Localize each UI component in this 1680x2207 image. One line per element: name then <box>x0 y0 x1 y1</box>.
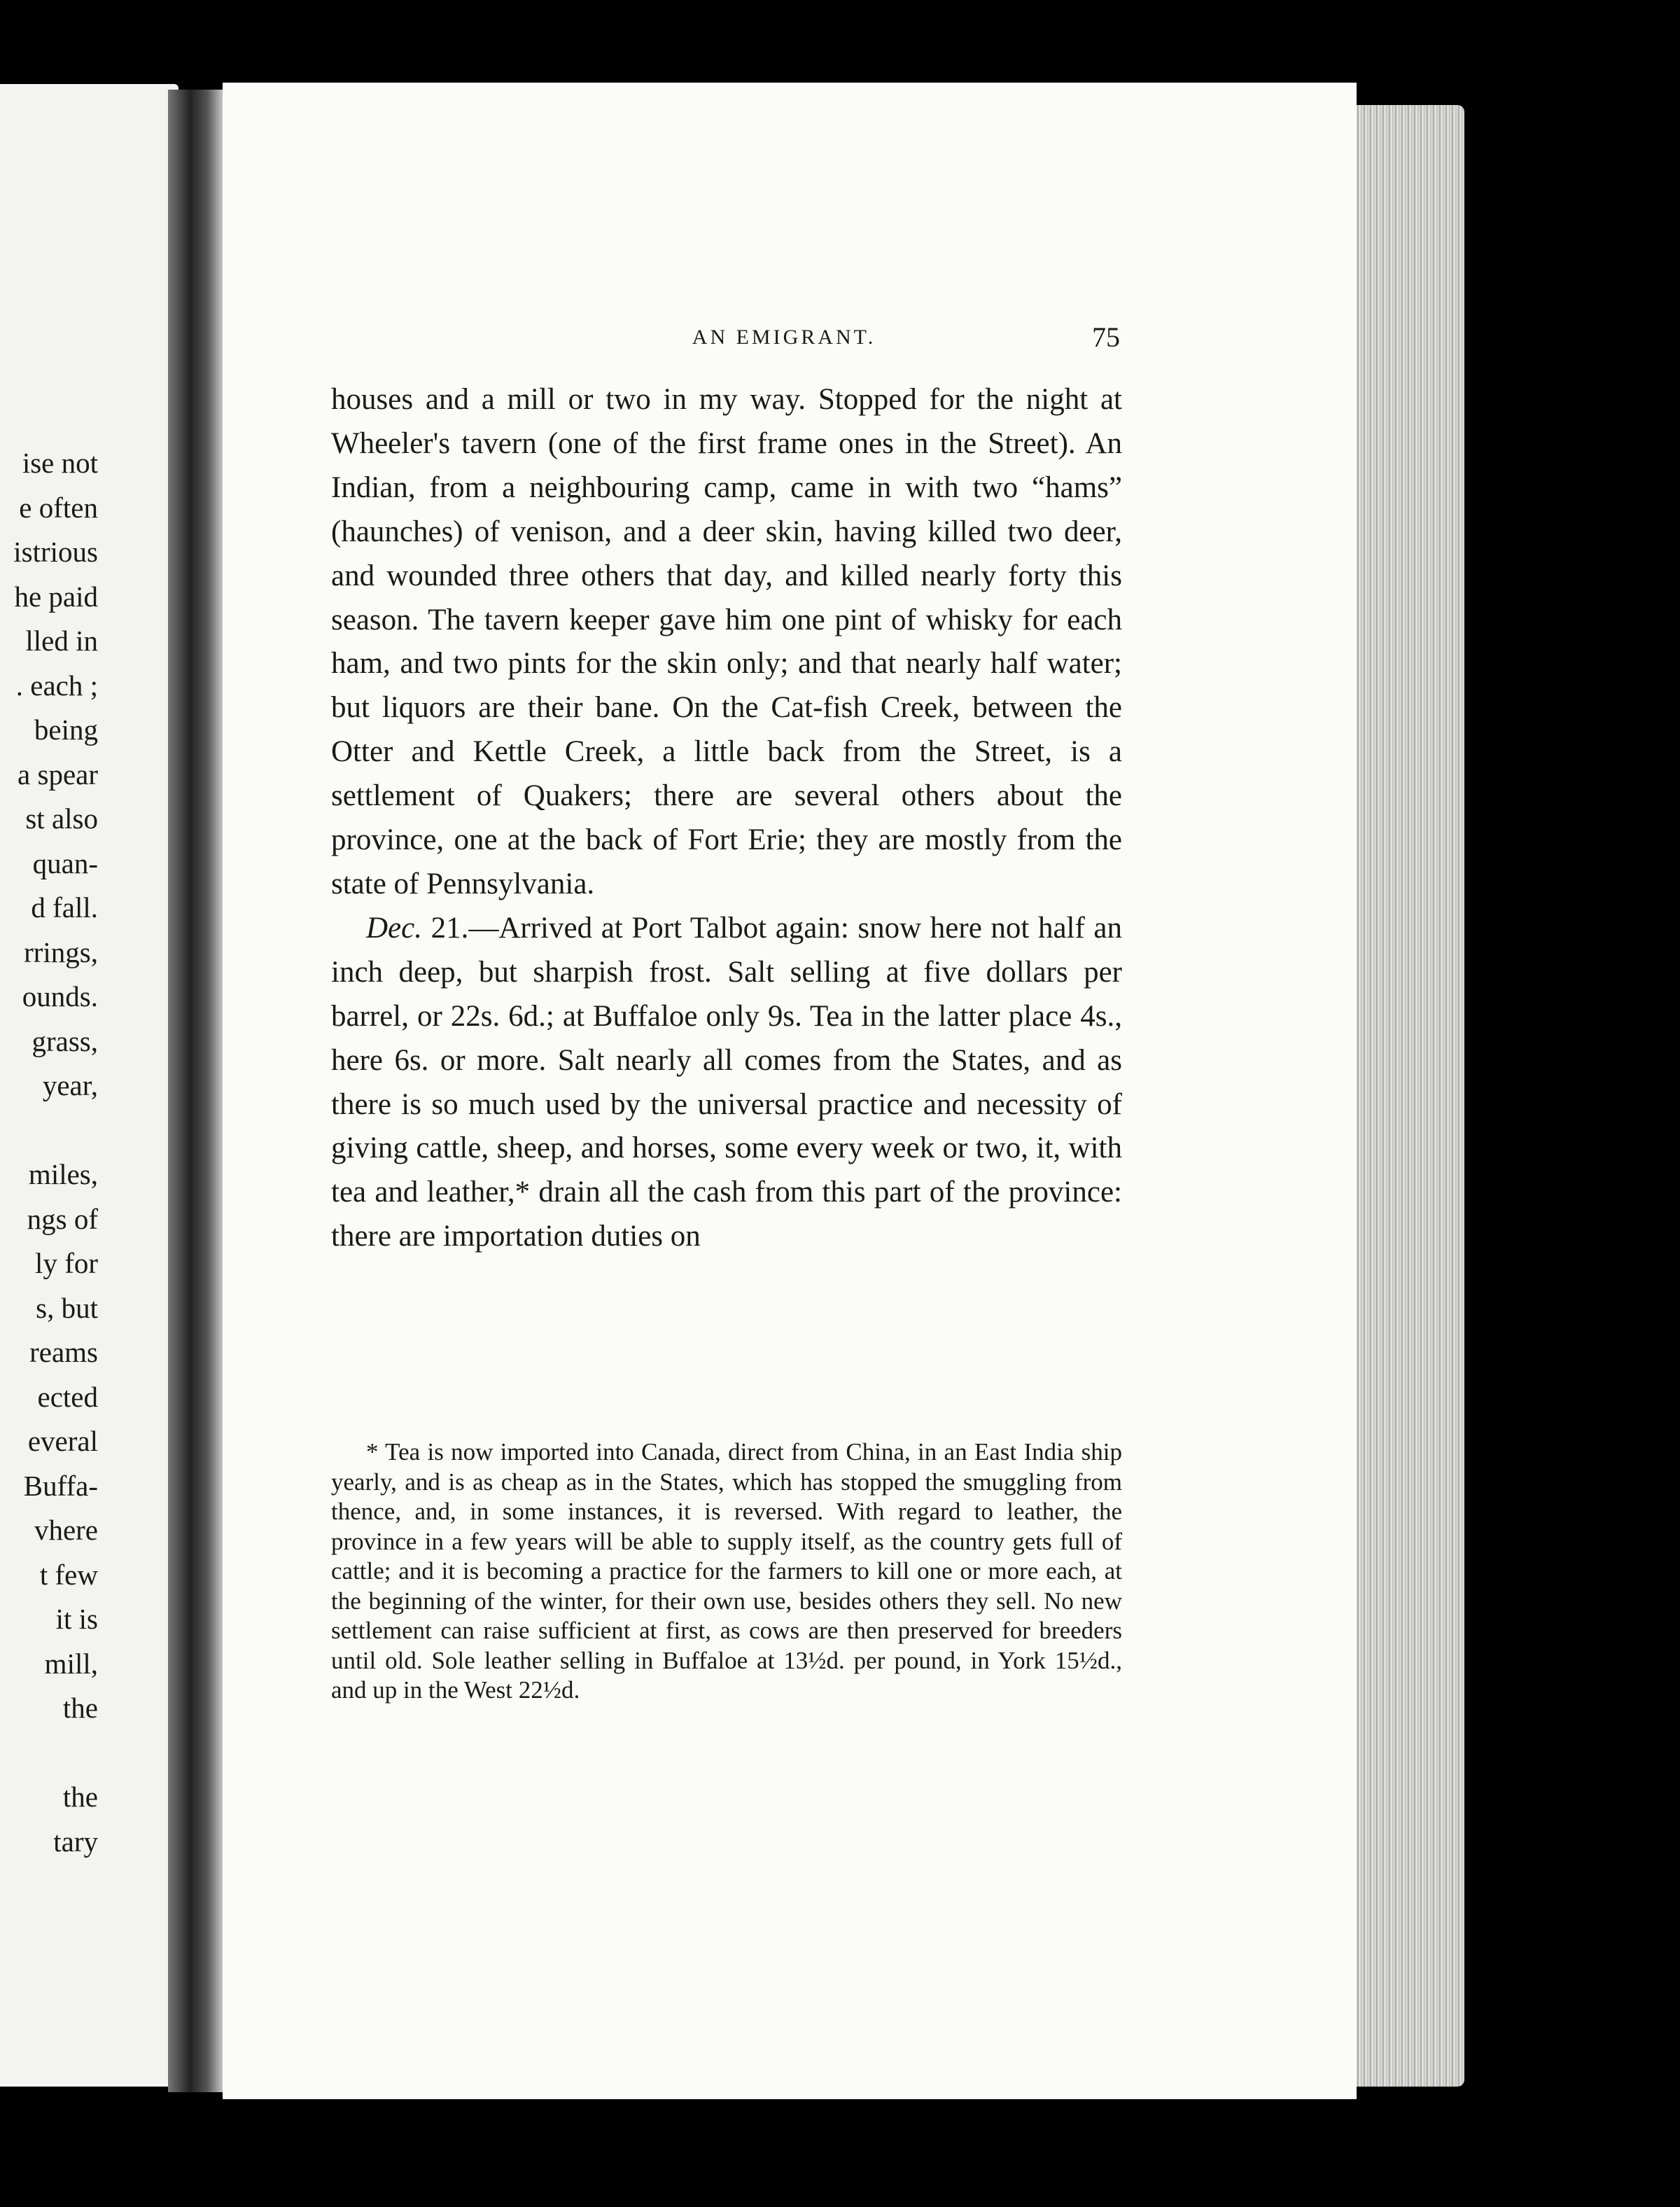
previous-page-line: vhere <box>34 1514 98 1546</box>
previous-page-line <box>0 1108 98 1153</box>
previous-page-line: t few <box>39 1558 98 1591</box>
previous-page-line: the <box>62 1692 98 1724</box>
previous-page-line: it is <box>55 1603 98 1635</box>
previous-page-line: tary <box>53 1825 98 1858</box>
paragraph-2 <box>331 907 1122 1259</box>
previous-page-line: s, but <box>36 1291 98 1324</box>
paragraph-2-date: Dec. <box>366 911 422 945</box>
previous-page-line: year, <box>42 1069 98 1101</box>
previous-page-line: Buffa- <box>23 1469 98 1502</box>
previous-page-line: e often <box>19 491 98 524</box>
book-gutter <box>168 90 224 2092</box>
body-text <box>331 378 1122 1259</box>
previous-page-line: ly for <box>35 1247 98 1279</box>
paragraph-2-text: 21.—Arrived at Port Talbot again: snow here not half an inch deep, but sharpish frost. Salt selling at five dollars per barrel, or 22s. 6d.; at Buffaloe only 9s. Tea in the latter place 4s., here 6s. or more. Salt nearly all comes from the States, and as there is so much used by the universal practice and necessity of giving cattle, sheep, and horses, some every week or two, it, with tea and leather,* drain all the cash from this part of the province: there are importation duties on <box>331 911 1123 1253</box>
page-header <box>329 316 1120 358</box>
previous-page-line: reams <box>29 1336 98 1368</box>
previous-page-line: the <box>62 1781 98 1813</box>
previous-page-line: rrings, <box>24 935 98 968</box>
previous-page-fragment <box>0 84 178 2087</box>
page-number: 75 <box>1092 321 1120 353</box>
previous-page-text <box>0 441 98 1864</box>
previous-page-line: mill, <box>44 1647 98 1680</box>
footnote: * Tea is now imported into Canada, direct from China, in an East India ship yearly, and is as cheap as in the States, which has stopped the smuggling from thence, and, in some instances, it is reversed. With regard to leather, the province in a few years will be able to supply itself, as the country gets full of cattle; and it is becoming a practice for the farmers to kill one or more each, at the beginning of the winter, for their own use, besides others they sell. No new settlement can raise sufficient at first, as cows are then preserved for breeders until old. Sole leather selling in Buffaloe at 13½d. per pound, in York 15½d., and up in the West 22½d. <box>331 1438 1122 1704</box>
previous-page-line: lled in <box>25 625 98 657</box>
previous-page-line: a spear <box>18 758 98 791</box>
previous-page-line <box>0 1731 98 1776</box>
previous-page-line: ected <box>37 1380 98 1413</box>
paragraph-1: houses and a mill or two in my way. Stopped for the night at Wheeler's tavern (one of the first frame ones in the Street). An Indian, from a neighbouring camp, came in with two “hams” (haunches) of venison, and a deer skin, having killed two deer, and wounded three others that day, and killed nearly forty this season. The tavern keeper gave him one pint of whisky for each ham, and two pints for the skin only; and that nearly half water; but liquors are their bane. On the Cat-fish Creek, between the Otter and Kettle Creek, a little back from the Street, is a settlement of Quakers; there are several others about the province, one at the back of Fort Erie; they are mostly from the state of Pennsylvania. <box>331 383 1122 900</box>
previous-page-line: ounds. <box>22 980 98 1012</box>
previous-page-line: st also <box>25 802 98 835</box>
previous-page-line: being <box>34 713 98 746</box>
page-edges <box>1344 105 1464 2087</box>
previous-page-line: ngs of <box>27 1202 98 1235</box>
running-head: AN EMIGRANT. <box>692 326 876 349</box>
previous-page-line: istrious <box>13 536 98 568</box>
previous-page-line: everal <box>27 1425 98 1457</box>
previous-page-line: he paid <box>14 580 98 613</box>
previous-page-line: miles, <box>28 1158 98 1190</box>
previous-page-line: grass, <box>31 1024 98 1057</box>
previous-page-line: d fall. <box>31 891 98 924</box>
previous-page-line: ise not <box>22 447 98 479</box>
previous-page-line: quan- <box>32 847 98 879</box>
previous-page-line: . each ; <box>15 669 98 702</box>
